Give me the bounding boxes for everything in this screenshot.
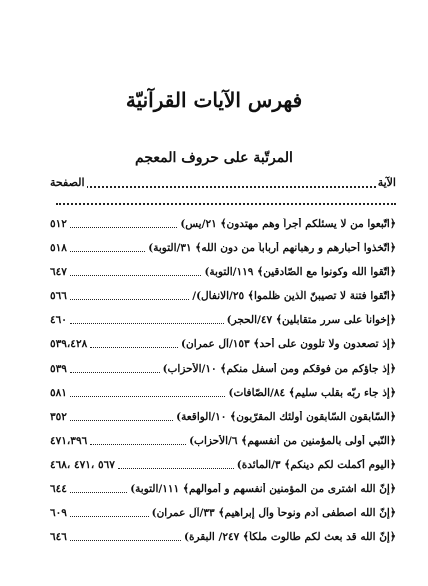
leader-dots [70,516,149,517]
ayah-reference: ﴿إخواناً على سرر متقابلين﴾ ٤٧/الحجر) [226,314,396,327]
index-entry [50,408,396,432]
column-header-row [50,176,396,194]
page-column-header: الصفحة [50,176,85,189]
ayah-reference: ﴿إذ جاؤكم من فوقكم ومن أسفل منكم﴾ ١٠/الأحزاب) [162,362,396,375]
ayah-reference: ﴿إنّ الله قد بعث لكم طالوت ملكاً﴾ ٢٤٧/ البقرة) [183,531,396,544]
ayah-reference: ﴿اتّخذوا أحبارهم و رهبانهم أرباباً من دون الله﴾ ٣١/التوبة) [148,242,396,255]
leader-dots [118,468,234,469]
leader-dots [90,347,178,348]
ayah-reference: ﴿النّبي أولى بالمؤمنين من أنفسهم﴾ ٦/الأحزاب) [189,434,396,447]
leader-dots [70,396,225,397]
page-number: ٦٤٧ [50,266,67,279]
leader-dots [90,444,186,445]
page-number: ٦٠٩ [50,507,67,520]
leader-dots [70,492,127,493]
index-entry [50,311,396,335]
ayah-reference: ﴿إذ جاء ربّه بقلب سليم﴾ ٨٤/الصّافات) [228,386,396,399]
index-entry [50,432,396,456]
ayah-reference: ﴿اتّقوا فتنة لا تصيبنّ الّذين ظلموا﴾ ٢٥/الانفال)/ [192,290,396,303]
page-title: فهرس الآيات القرآنيّة [125,88,303,112]
ayah-column-header: الآية [377,176,396,189]
ayah-reference: ﴿السّابقون السّابقون أولئك المقرّبون﴾ ١٠/الواقعة) [176,410,396,423]
index-entry [50,360,396,384]
index-entry [50,480,396,504]
leader-dots [70,251,145,252]
index-entry [50,287,396,311]
page-number: ٤٦٠ [50,314,67,327]
page-number: ٥١٢ [50,218,67,230]
page-number: ٥٨١ [50,386,67,399]
page-number: ٦٤٤ [50,483,67,496]
ayah-reference: ﴿إنّ الله اشترى من المؤمنين أنفسهم و أموالهم﴾ ١١١/التوبة) [130,483,396,496]
leader-dots [70,323,224,324]
index-entry [50,215,396,239]
ayah-reference: ﴿اتّقوا الله وكونوا مع الصّادقين﴾ ١١٩/التوبة) [204,266,396,279]
index-entry [50,335,396,359]
leader-dots [70,275,201,276]
ayah-reference: ﴿اليوم أكملت لكم دينكم﴾ ٣/المائدة) [236,458,396,471]
leader-dots [70,299,189,300]
ayah-index-list [50,215,396,552]
index-entry [50,384,396,408]
page-number: ٥١٨ [50,242,67,255]
ayah-reference: ﴿اتّبعوا من لا يسئلكم أجراً وهم مهتدون﴾ ٢١/يس) [180,218,396,230]
leader-dots [70,420,173,421]
leader-dots [70,372,160,373]
ayah-reference: ﴿إذ تصعدون ولا تلوون على أحد﴾ ١٥٣/آل عمران) [181,338,396,351]
header-leader-dots [50,186,396,188]
index-entry [50,263,396,287]
index-entry [50,504,396,528]
leader-dots [70,227,177,228]
page-subtitle: المرتّبة على حروف المعجم [135,150,293,166]
index-entry [50,239,396,263]
page-number: ٥٦٧ ،٤٧١ ،٤٦٨ [50,458,115,471]
dotted-separator [56,203,396,205]
page-number: ٦٤٦ [50,531,67,544]
ayah-reference: ﴿إنّ الله اصطفى آدم ونوحاً وآل إبراهيم﴾ ٣٣/آل عمران) [151,507,396,520]
leader-dots [70,540,181,541]
page-number: ٤٧١،٣٩٦ [50,434,88,447]
page-number: ٥٣٩،٤٢٨ [50,338,88,351]
page-number: ٣٥٢ [50,410,67,423]
page-number: ٥٣٩ [50,362,67,375]
page-number: ٥٦٦ [50,290,67,303]
index-entry [50,456,396,480]
index-entry [50,528,396,552]
